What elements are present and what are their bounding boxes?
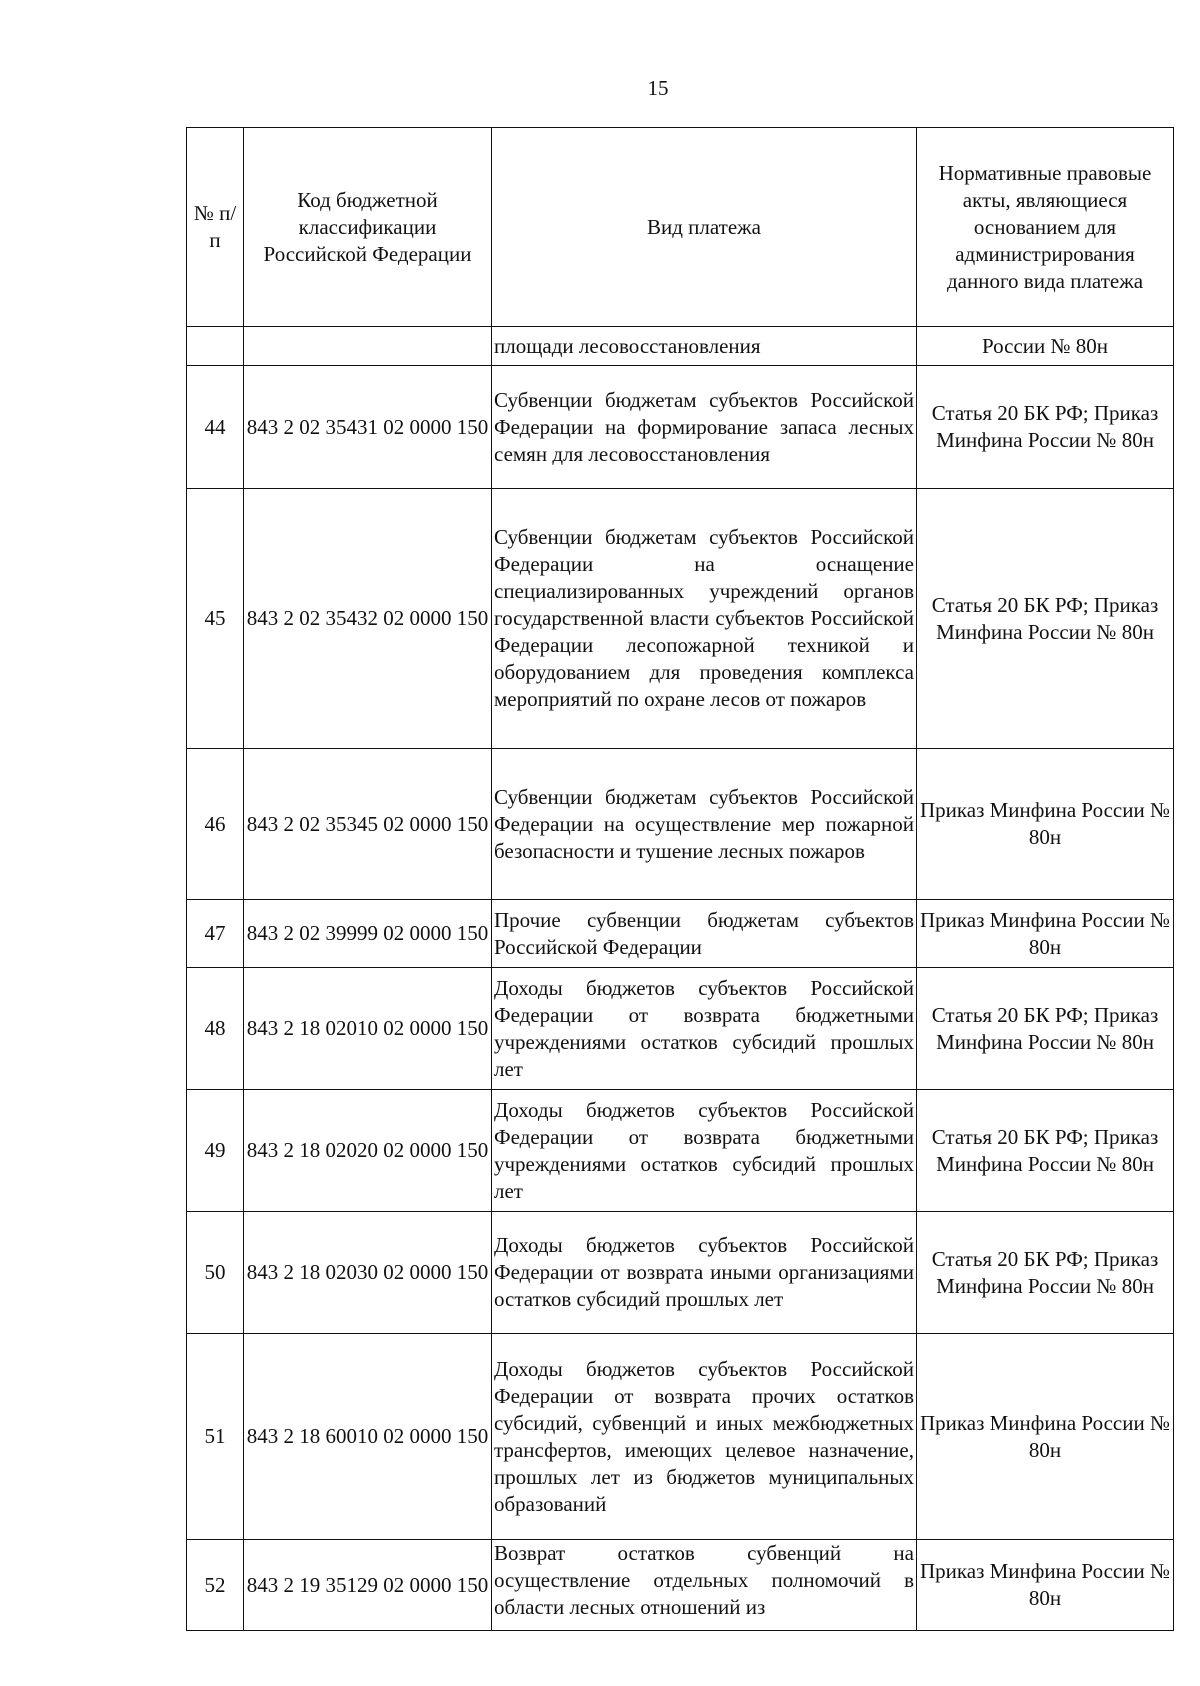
table-header-row: [187, 128, 1174, 327]
header-payment-type: Вид платежа: [492, 128, 917, 327]
row-description: Доходы бюджетов субъектов Российской Федерации от возврата бюджетными учреждениями остатков субсидий прошлых лет: [492, 1090, 917, 1212]
page-number: 15: [647, 76, 669, 100]
row-legal-acts: Статья 20 БК РФ; Приказ Минфина России № 80н: [917, 366, 1174, 489]
row-code: 843 2 18 60010 02 0000 150: [244, 1334, 492, 1540]
table-row: [187, 1540, 1174, 1631]
table-row: [187, 749, 1174, 900]
table-row: [187, 1212, 1174, 1334]
table-row: [187, 327, 1174, 366]
row-number: 51: [187, 1334, 244, 1540]
row-description: Субвенции бюджетам субъектов Российской Федерации на формирование запаса лесных семян для лесовосстановления: [492, 366, 917, 489]
budget-classification-table: [186, 127, 1174, 1631]
row-number: 48: [187, 968, 244, 1090]
row-number: 45: [187, 489, 244, 749]
row-code: 843 2 02 35432 02 0000 150: [244, 489, 492, 749]
row-number: 44: [187, 366, 244, 489]
row-number: 50: [187, 1212, 244, 1334]
row-legal-acts: Статья 20 БК РФ; Приказ Минфина России № 80н: [917, 1090, 1174, 1212]
table-row: [187, 900, 1174, 968]
row-number: 52: [187, 1540, 244, 1631]
row-legal-acts: Приказ Минфина России № 80н: [917, 1334, 1174, 1540]
row-code: 843 2 19 35129 02 0000 150: [244, 1540, 492, 1631]
header-number: № п/п: [187, 128, 244, 327]
row-number: 47: [187, 900, 244, 968]
row-code: 843 2 18 02030 02 0000 150: [244, 1212, 492, 1334]
table-row: [187, 489, 1174, 749]
row-legal-acts: Приказ Минфина России № 80н: [917, 900, 1174, 968]
table-row: [187, 968, 1174, 1090]
header-budget-code: Код бюджетной классификации Российской Федерации: [244, 128, 492, 327]
row-code: 843 2 02 35345 02 0000 150: [244, 749, 492, 900]
row-legal-acts: Приказ Минфина России № 80н: [917, 749, 1174, 900]
row-number: 49: [187, 1090, 244, 1212]
row-description: площади лесовосстановления: [492, 327, 917, 366]
table-row: [187, 366, 1174, 489]
row-description: Доходы бюджетов субъектов Российской Федерации от возврата иными организациями остатков субсидий прошлых лет: [492, 1212, 917, 1334]
row-code: 843 2 18 02020 02 0000 150: [244, 1090, 492, 1212]
row-legal-acts: Статья 20 БК РФ; Приказ Минфина России № 80н: [917, 1212, 1174, 1334]
table-row: [187, 1334, 1174, 1540]
header-legal-acts: Нормативные правовые акты, являющиеся основанием для администрирования данного вида платежа: [917, 128, 1174, 327]
row-description: Прочие субвенции бюджетам субъектов Российской Федерации: [492, 900, 917, 968]
row-code: 843 2 02 39999 02 0000 150: [244, 900, 492, 968]
row-legal-acts: Статья 20 БК РФ; Приказ Минфина России № 80н: [917, 489, 1174, 749]
row-legal-acts: России № 80н: [917, 327, 1174, 366]
row-description: Субвенции бюджетам субъектов Российской Федерации на осуществление мер пожарной безопасности и тушение лесных пожаров: [492, 749, 917, 900]
row-legal-acts: Статья 20 БК РФ; Приказ Минфина России № 80н: [917, 968, 1174, 1090]
row-number: 46: [187, 749, 244, 900]
table-row: [187, 1090, 1174, 1212]
row-description: Доходы бюджетов субъектов Российской Федерации от возврата бюджетными учреждениями остатков субсидий прошлых лет: [492, 968, 917, 1090]
row-description: Возврат остатков субвенций на осуществление отдельных полномочий в области лесных отношений из: [492, 1540, 917, 1631]
row-legal-acts: Приказ Минфина России № 80н: [917, 1540, 1174, 1631]
row-number: [187, 327, 244, 366]
row-description: Доходы бюджетов субъектов Российской Федерации от возврата прочих остатков субсидий, субвенций и иных межбюджетных трансфертов, имеющих целевое назначение, прошлых лет из бюджетов муниципальных образований: [492, 1334, 917, 1540]
row-code: 843 2 02 35431 02 0000 150: [244, 366, 492, 489]
row-description: Субвенции бюджетам субъектов Российской Федерации на оснащение специализированных учреждений органов государственной власти субъектов Российской Федерации лесопожарной техникой и оборудованием для проведения комплекса мероприятий по охране лесов от пожаров: [492, 489, 917, 749]
row-code: 843 2 18 02010 02 0000 150: [244, 968, 492, 1090]
row-code: [244, 327, 492, 366]
